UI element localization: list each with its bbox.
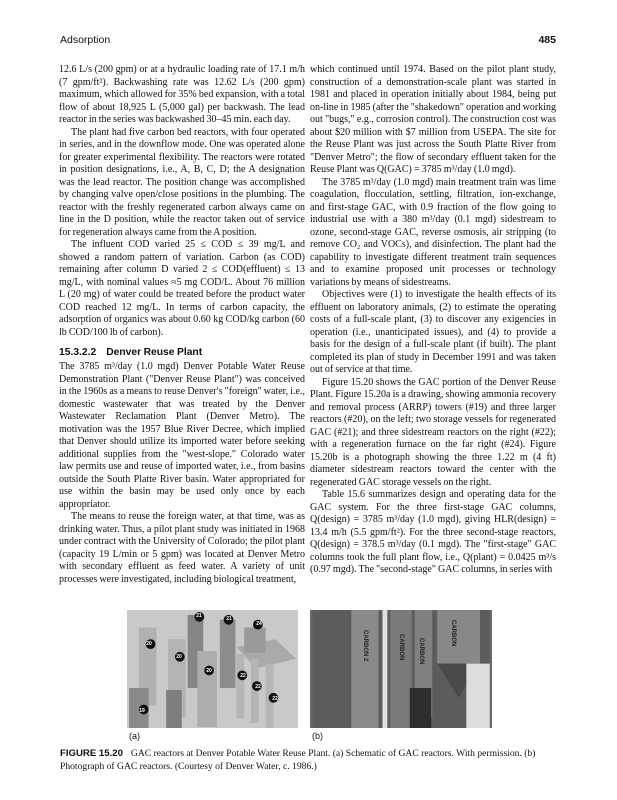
section-heading bbox=[59, 346, 305, 359]
figure-photograph-gac-reactors bbox=[310, 610, 492, 728]
callout-label: 21 bbox=[196, 613, 202, 619]
section-title: Denver Reuse Plant bbox=[106, 347, 203, 358]
paragraph: The plant had five carbon bed reactors, with four operated in series, and in the downflow mode. One was operated alone for greater experimental flexibility. The reactors were rotated in position designations, i.e., A, B, C, D; the A designation was the lead reactor. The position change was accomplished by changing valve open/close positions in the plumbing. The reactor with the freshly regenerated carbon always came on line in the D position, while the reactor taken out of service for regeneration always came from the A position. bbox=[59, 126, 305, 238]
paragraph: The 3785 m³/day (1.0 mgd) main treatment train was lime coagulation, flocculation, settling, filtration, ion-exchange, and first-stage GAC, with 0.9 fraction of the flow going to industrial use with a 380 m³/day (0.1 mgd) sidestream to ozone, second-stage GAC, reverse osmosis, air stripping (to remove CO₂ and VOCs), and disinfection. The plant had the capability to investigate different treatment train sequences and to examine proposed unit processes or technology variations by means of sidestreams. bbox=[310, 176, 556, 288]
figure-schematic-gac-reactors bbox=[127, 610, 298, 728]
paragraph: Objectives were (1) to investigate the health effects of its effluent on laboratory animals, (2) to estimate the operating costs of a full-scale plant, (3) to discover any exigencies in operation (i.e., unanticipated issues), and (4) to provide a basis for the design of a full-scale plant (if built). The plant completed its plan of study in December 1991 and was taken out of service at that time. bbox=[310, 289, 556, 375]
photo-text: CARBON bbox=[418, 638, 424, 665]
callout-label: 20 bbox=[206, 668, 212, 674]
section-number: 15.3.2.2 bbox=[59, 347, 97, 358]
callout-label: 19 bbox=[139, 708, 145, 714]
paragraph: The influent COD varied 25 ≤ COD ≤ 39 mg/L and showed a random pattern of variation. Carbon (as COD) remaining after column D varied 2 ≤ COD(effluent) ≤ 13 mg/L, with nominal values ≈5 mg COD/L. About 76 million L (20 mg) of water could be treated before the product water COD reached 12 mg/L. In terms of carbon capacity, the adsorption of organics was about 0.60 kg COD/kg carbon (60 lb COD/100 lb of carbon). bbox=[59, 239, 305, 338]
running-header-section: Adsorption bbox=[60, 34, 111, 46]
caption-label: FIGURE 15.20 bbox=[60, 748, 123, 759]
left-column bbox=[59, 64, 305, 586]
callout-label: 22 bbox=[255, 684, 261, 690]
photo-text: CARBON 2 bbox=[362, 630, 368, 662]
caption-text: GAC reactors at Denver Potable Water Reuse Plant. (a) Schematic of GAC reactors. With permission. (b) Photograph of GAC reactors. (Courtesy of Denver Water, c. 1986.) bbox=[60, 748, 536, 772]
paragraph: 12.6 L/s (200 gpm) or at a hydraulic loading rate of 17.1 m/h (7 gpm/ft²). Backwashing rate was 12.62 L/s (200 gpm) maximum, which allowed for 35% bed expansion, with a total flow of about 18,925 L (5,000 gal) per backwash. The lead reactor in the series was backwashed 30–45 min. each day. bbox=[59, 64, 305, 125]
callout-label: 24 bbox=[256, 621, 262, 627]
callout-label: 20 bbox=[176, 654, 182, 660]
photo-text: CARBON bbox=[398, 634, 404, 661]
photo-text: CARBON bbox=[450, 620, 456, 647]
paragraph: which continued until 1974. Based on the pilot plant study, construction of a demonstration-scale plant was started in 1981 and placed in operation initially about 1984, being put on-line in 1985 (after the "shakedown" operation and working out "bugs," e.g., corrosion control). The construction cost was about $20 million with $7 million from USEPA. The site for the Reuse Plant was just across the South Platte River from "Denver Metro"; the flow of secondary effluent taken for the Reuse Plant was Q(GAC) = 3785 m³/day (1.0 mgd). bbox=[310, 64, 556, 175]
callout-label: 21 bbox=[226, 616, 232, 622]
photograph bbox=[310, 610, 492, 728]
callout-label: 22 bbox=[240, 673, 246, 679]
figure-label-a: (a) bbox=[129, 731, 140, 741]
right-column bbox=[310, 64, 556, 577]
paragraph: Figure 15.20 shows the GAC portion of the Denver Reuse Plant. Figure 15.20a is a drawing, showing ammonia recovery and removal process (ARRP) towers (#19) and three larger reactors (#20), on the left; two storage vessels for regenerated GAC (#21); and three sidestream reactors on the right (#22); with a regeneration furnace on the far right (#24). Figure 15.20b is a photograph showing the three 1.22 m (4 ft) diameter sidestream reactors toward the center with the regenerated GAC storage vessels on the right. bbox=[310, 376, 556, 488]
callout-label: 22 bbox=[272, 696, 278, 702]
paragraph: Table 15.6 summarizes design and operating data for the GAC system. For the three first-stage GAC columns, Q(design) = 3785 m³/day (1.0 mgd), giving HLR(design) = 13.4 m/h (5.5 gpm/ft²). For the three second-stage reactors, Q(design) = 378.5 m³/day (0.1 mgd). The "first-stage" GAC columns took the full plant flow, i.e., Q(plant) = 0.0425 m³/s (0.97 mgd). The "second-stage" GAC columns, in series with bbox=[310, 489, 556, 575]
callout-label: 20 bbox=[146, 641, 152, 647]
page-number: 485 bbox=[538, 34, 556, 46]
figure-caption bbox=[60, 748, 557, 773]
paragraph: The 3785 m³/day (1.0 mgd) Denver Potable Water Reuse Demonstration Plant ("Denver Reuse Plant") was conceived in the 1960s as a means to reuse Denver's "foreign" water, i.e., domestic wastewater that was treated by the Denver Wastewater Reclamation Plant (Denver Metro). The motivation was the 1957 Blue River Decree, which implied that Denver should utilize its imported water before seeking additional supplies from the "west-slope." Colorado water law permits use and reuse of imported water, i.e., from basins outside the South Platte River basin. Water appropriated for use within the basin may be used only once by each appropriator. bbox=[59, 361, 305, 510]
paragraph: The means to reuse the foreign water, at that time, was as drinking water. Thus, a pilot plant study was initiated in 1968 under contract with the University of Colorado; the pilot plant (capacity 19 L/min or 5 gpm) was located at Denver Metro with secondary effluent as feed water. A variety of unit processes were investigated, including biological treatment, bbox=[59, 511, 305, 585]
figure-label-b: (b) bbox=[312, 731, 323, 741]
